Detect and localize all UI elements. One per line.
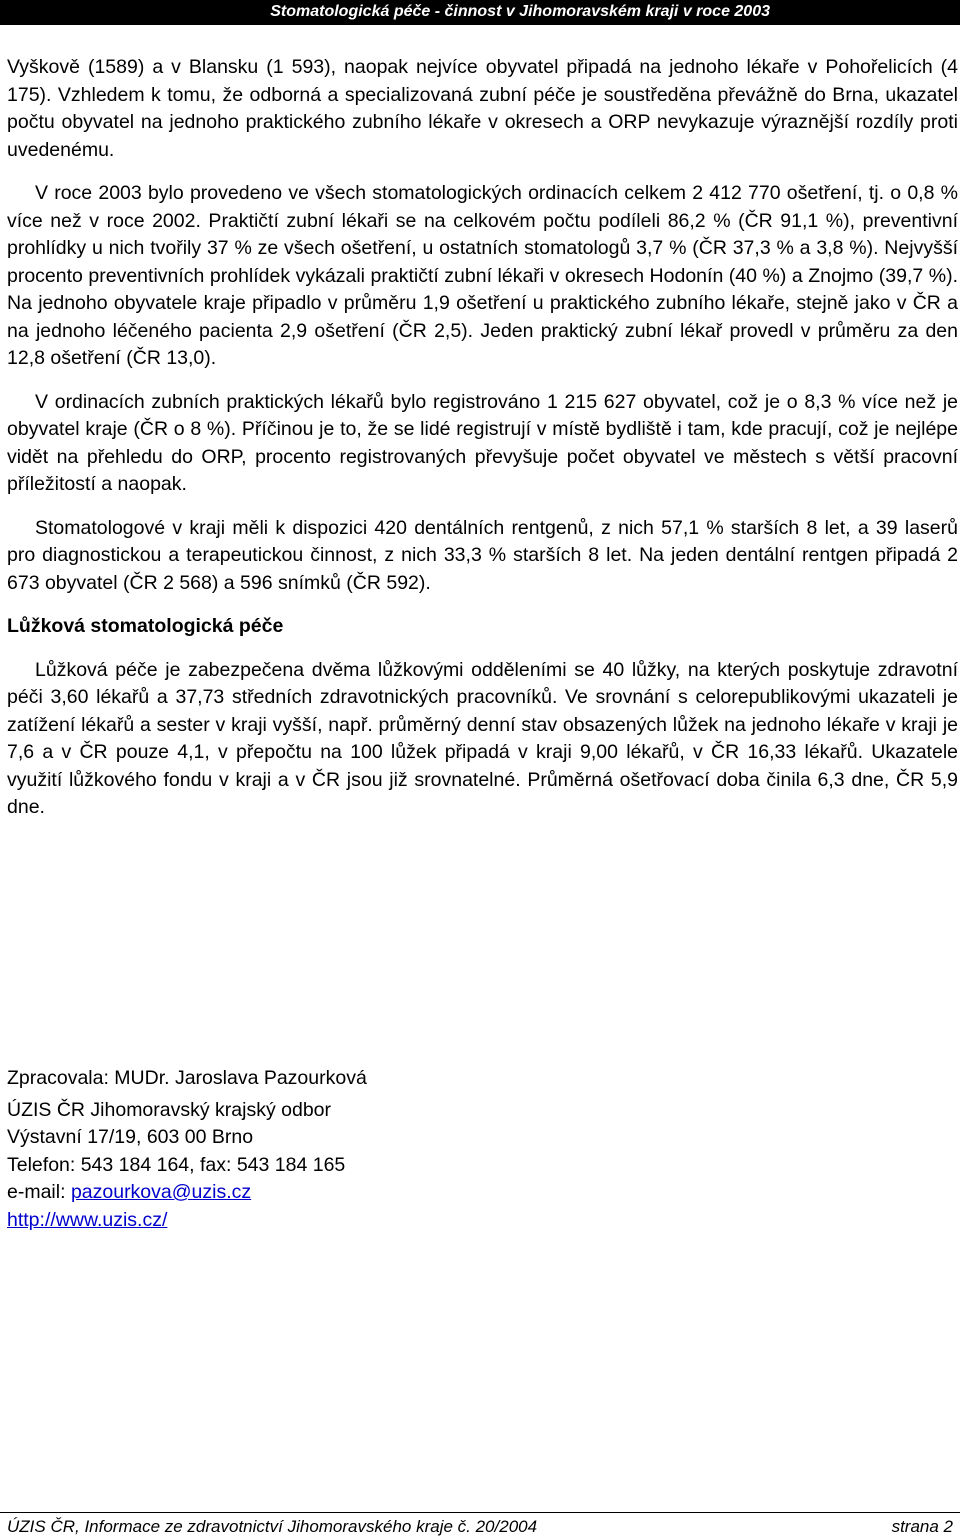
contact-author: Zpracovala: MUDr. Jaroslava Pazourková bbox=[7, 1067, 367, 1089]
paragraph-4: Stomatologové v kraji měli k dispozici 420 dentálních rentgenů, z nich 57,1 % starších 8 let, a 39 laserů pro diagnostickou a terapeutickou činnost, z nich 33,3 % starších 8 let. Na jeden dentální rentgen připadá 2 673 obyvatel (ČR 2 568) a 596 snímků (ČR 592). bbox=[7, 516, 958, 594]
section-heading: Lůžková stomatologická péče bbox=[7, 615, 284, 637]
page-number: strana 2 bbox=[891, 1517, 953, 1536]
section-paragraph: Lůžková péče je zabezpečena dvěma lůžkovými odděleními se 40 lůžky, na kterých poskytuje zdravotní péči 3,60 lékařů a 37,73 středních zdravotnických pracovníků. Ve srovnání s celorepublikovými ukazateli je zatížení lékařů a sester v kraji vyšší, např. průměrný denní stav obsazených lůžek na jednoho lékaře v kraji je 7,6 a v ČR pouze 4,1, v přepočtu na 100 lůžek připadá v kraji 9,00 lékařů, v ČR 16,33 lékařů. Ukazatele využití lůžkového fondu v kraji a v ČR jsou již srovnatelné. Průměrná ošetřovací doba činila 6,3 dne, ČR 5,9 dne. bbox=[7, 658, 958, 818]
contact-email-row bbox=[7, 1179, 367, 1207]
paragraph-2: V roce 2003 bylo provedeno ve všech stomatologických ordinacích celkem 2 412 770 ošetření, tj. o 0,8 % více než v roce 2002. Praktičtí zubní lékaři se na celkovém počtu podíleli 86,2 % (ČR 91,1 %), preventivní prohlídky u nich tvořily 37 % ze všech ošetření, u ostatních stomatologů 3,7 % (ČR 37,3 % a 3,8 %). Nejvyšší procento preventivních prohlídek vykázali praktičtí zubní lékaři v okresech Hodonín (40 %) a Znojmo (39,7 %). Na jednoho obyvatele kraje připadlo v průměru 1,9 ošetření u praktického zubního lékaře, stejně jako v ČR a na jednoho léčeného pacienta 2,9 ošetření (ČR 2,5). Jeden praktický zubní lékař provedl v průměru za den 12,8 ošetření (ČR 13,0). bbox=[7, 182, 958, 369]
document-body bbox=[7, 54, 958, 838]
contact-email-label: e-mail: bbox=[7, 1181, 71, 1203]
footer-divider bbox=[0, 1512, 960, 1513]
paragraph-3: V ordinacích zubních praktických lékařů bylo registrováno 1 215 627 obyvatel, což je o 8,3 % více než je obyvatel kraje (ČR o 8 %). Příčinou je to, že se lidé registrují v místě bydliště i tam, kde pracují, což je nejlépe vidět na přehledu do ORP, procento registrovaných převyšuje počet obyvatel ve městech s větší pracovní příležitostí a naopak. bbox=[7, 390, 958, 495]
header-title: Stomatologická péče - činnost v Jihomoravském kraji v roce 2003 bbox=[270, 3, 770, 20]
contact-address: Výstavní 17/19, 603 00 Brno bbox=[7, 1126, 254, 1148]
contact-org: ÚZIS ČR Jihomoravský krajský odbor bbox=[7, 1098, 331, 1121]
footer-source: ÚZIS ČR, Informace ze zdravotnictví Jihomoravského kraje č. 20/2004 bbox=[7, 1517, 538, 1536]
page-header bbox=[0, 0, 960, 25]
contact-url-row bbox=[7, 1207, 367, 1235]
contact-block bbox=[7, 1065, 367, 1234]
contact-phone: Telefon: 543 184 164, fax: 543 184 165 bbox=[7, 1153, 346, 1176]
website-link[interactable]: http://www.uzis.cz/ bbox=[7, 1208, 168, 1231]
email-link[interactable]: pazourkova@uzis.cz bbox=[70, 1181, 252, 1203]
paragraph-1: Vyškově (1589) a v Blansku (1 593), naopak nejvíce obyvatel připadá na jednoho lékaře v Pohořelicích (4 175). Vzhledem k tomu, že odborná a specializovaná zubní péče je soustředěna převážně do Brna, ukazatel počtu obyvatel na jednoho praktického zubního lékaře v okresech a ORP nevykazuje výraznější rozdíly proti uvedenému. bbox=[7, 56, 958, 161]
